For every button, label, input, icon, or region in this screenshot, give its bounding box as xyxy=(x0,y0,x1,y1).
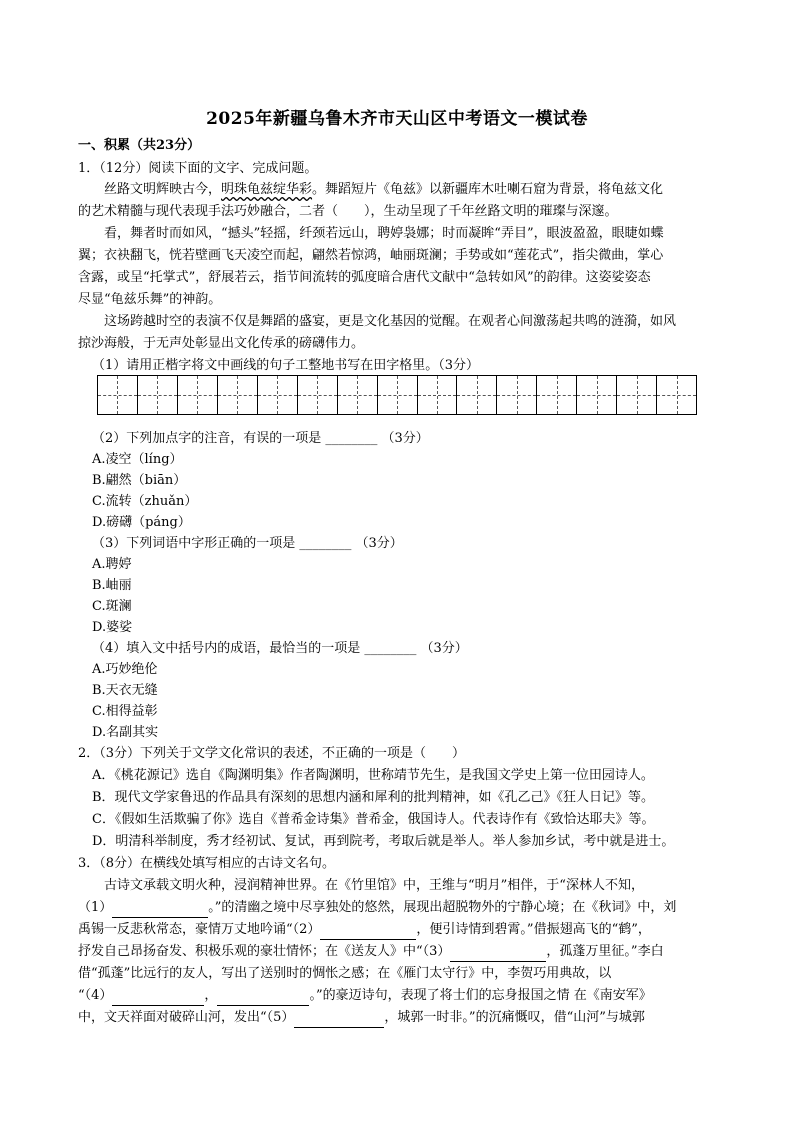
grid-cell[interactable] xyxy=(297,376,337,414)
answer-blank[interactable] xyxy=(320,921,416,940)
grid-cell[interactable] xyxy=(257,376,297,414)
grid-cell[interactable] xyxy=(456,376,496,414)
grid-cell[interactable] xyxy=(417,376,457,414)
option-d: D.婆娑 xyxy=(92,620,133,635)
answer-blank[interactable] xyxy=(294,1009,384,1028)
passage-text: ，城郭一时非。”的沉痛慨叹，借“山河”与城郭 xyxy=(384,1010,645,1025)
passage-text: 中，文天祥面对破碎山河，发出“（5） xyxy=(78,1010,295,1025)
passage-line: 翼；衣袂翻飞，恍若壁画飞天凌空而起，翩然若惊鸿，岫丽斑澜；手势或如“莲花式”，指尖微曲，掌心 xyxy=(78,248,664,263)
passage-text: ， xyxy=(204,988,218,1003)
answer-blank[interactable] xyxy=(450,943,546,962)
page-title: 2025年新疆乌鲁木齐市天山区中考语文一模试卷 xyxy=(206,109,588,129)
grid-cell[interactable] xyxy=(377,376,417,414)
passage-line: 尽显“龟兹乐舞”的神韵。 xyxy=(78,292,222,307)
option-b: B.岫丽 xyxy=(92,578,132,593)
option-a: A.聘婷 xyxy=(92,557,132,572)
passage-text: “（4） xyxy=(78,988,113,1003)
passage-text: 。”的清幽之境中尽享独处的悠然，展现出超脱物外的宁静心境；在《秋词》中，刘 xyxy=(208,900,677,915)
passage-line: 的艺术精髓与现代表现手法巧妙融合，二者（ ），生动呈现了千年丝路文明的璀璨与深邃。 xyxy=(78,204,618,219)
passage-line xyxy=(78,899,676,918)
option-c: C.流转（zhuǎn） xyxy=(92,494,198,509)
option-d: D.磅礴（páng） xyxy=(92,515,191,530)
grid-cell[interactable] xyxy=(98,376,137,414)
option-b: B.天衣无缝 xyxy=(92,683,158,698)
subquestion-3: （3）下列词语中字形正确的一项是 ________ （3分） xyxy=(92,536,403,551)
passage-line xyxy=(104,181,663,199)
grid-cell[interactable] xyxy=(137,376,177,414)
question-2-stem: 2．（3分）下列关于文学文化常识的表述，不正确的一项是（ ） xyxy=(78,746,466,761)
subquestion-1: （1）请用正楷字将文中画线的句子工整地书写在田字格里。（3分） xyxy=(92,358,480,373)
passage-line: 含露，或呈“托掌式”，舒展若云，指节间流转的弧度暗合唐代文献中“急转如风”的韵律。这姿娑姿态 xyxy=(78,270,651,285)
passage-line: 古诗文承载文明火种，浸润精神世界。在《竹里馆》中，王维与“明月”相伴，于“深林人不知， xyxy=(104,878,644,893)
underlined-sentence: 明珠龟兹绽华彩 xyxy=(221,182,313,197)
section-heading: 一、积累（共23分） xyxy=(78,138,201,153)
option-c: C.相得益彰 xyxy=(92,704,158,719)
answer-blank[interactable] xyxy=(217,987,309,1006)
passage-text: 抒发自己昂扬奋发、积极乐观的豪壮情怀；在《送友人》中“（3） xyxy=(78,944,451,959)
passage-text: ，便引诗情到碧霄。”借振翅高飞的“鹤”， xyxy=(416,922,651,937)
answer-blank[interactable] xyxy=(112,987,204,1006)
passage-line xyxy=(78,943,664,962)
question-1-stem: 1．（12分）阅读下面的文字、完成问题。 xyxy=(78,161,318,176)
grid-cell[interactable] xyxy=(177,376,217,414)
grid-cell[interactable] xyxy=(337,376,377,414)
option-c: C．《假如生活欺骗了你》选自《普希金诗集》普希金，俄国诗人。代表诗作有《致恰达耶夫》等。 xyxy=(92,812,655,827)
passage-text: 禹锡一反悲秋常态，豪情万丈地吟诵“（2） xyxy=(78,922,321,937)
question-3-stem: 3．（8分）在横线处填写相应的古诗文名句。 xyxy=(78,856,336,871)
passage-line: 掠沙海般，于无声处彰显出文化传承的磅礴伟力。 xyxy=(78,336,365,351)
answer-blank[interactable] xyxy=(112,899,208,918)
grid-cell[interactable] xyxy=(496,376,536,414)
passage-text: 丝路文明辉映古今， xyxy=(104,182,222,197)
option-a: A.巧妙绝伦 xyxy=(92,662,158,677)
subquestion-4: （4）填入文中括号内的成语，最恰当的一项是 ________ （3分） xyxy=(92,641,468,656)
grid-cell[interactable] xyxy=(616,376,656,414)
grid-cell[interactable] xyxy=(656,376,696,414)
passage-text: 。舞蹈短片《龟兹》以新疆库木吐喇石窟为背景，将龟兹文化 xyxy=(312,182,664,197)
grid-cell[interactable] xyxy=(536,376,576,414)
passage-line xyxy=(78,921,651,940)
grid-cell[interactable] xyxy=(217,376,257,414)
passage-line xyxy=(78,987,652,1006)
blank-number: （1） xyxy=(78,900,113,915)
passage-line: 这场跨越时空的表演不仅是舞蹈的盛宴，更是文化基因的觉醒。在观者心间激荡起共鸣的涟漪，如风 xyxy=(104,314,677,329)
option-a: A.凌空（líng） xyxy=(92,452,183,467)
passage-line xyxy=(78,1009,645,1028)
option-b: B.翩然（biān） xyxy=(92,473,187,488)
option-a: A．《桃花源记》选自《陶渊明集》作者陶渊明，世称靖节先生，是我国文学史上第一位田园诗人。 xyxy=(92,768,654,783)
subquestion-2: （2）下列加点字的注音，有误的一项是 ________ （3分） xyxy=(92,431,429,446)
option-d: D．明清科举制度，秀才经初试、复试，再到院考，考取后就是举人。举人参加乡试，考中就是进士。 xyxy=(92,834,675,849)
writing-grid[interactable] xyxy=(97,375,697,415)
passage-text: 。”的豪迈诗句，表现了将士们的忘身报国之情 在《南安军》 xyxy=(309,988,652,1003)
option-b: B．现代文学家鲁迅的作品具有深刻的思想内涵和犀利的批判精神，如《孔乙己》《狂人日记》等。 xyxy=(92,790,655,805)
passage-line: 借“孤蓬”比远行的友人，写出了送别时的惆怅之感；在《雁门太守行》中，李贺巧用典故，以 xyxy=(78,966,612,981)
passage-text: ，孤蓬万里征。”李白 xyxy=(546,944,664,959)
option-d: D.名副其实 xyxy=(92,725,159,740)
option-c: C.斑澜 xyxy=(92,599,132,614)
grid-cell[interactable] xyxy=(576,376,616,414)
passage-line: 看，舞者时而如风，“撼头”轻摇，纤颈若远山，聘婷袅娜；时而凝眸“弄目”，眼波盈盈，眼睫如蝶 xyxy=(104,226,664,241)
